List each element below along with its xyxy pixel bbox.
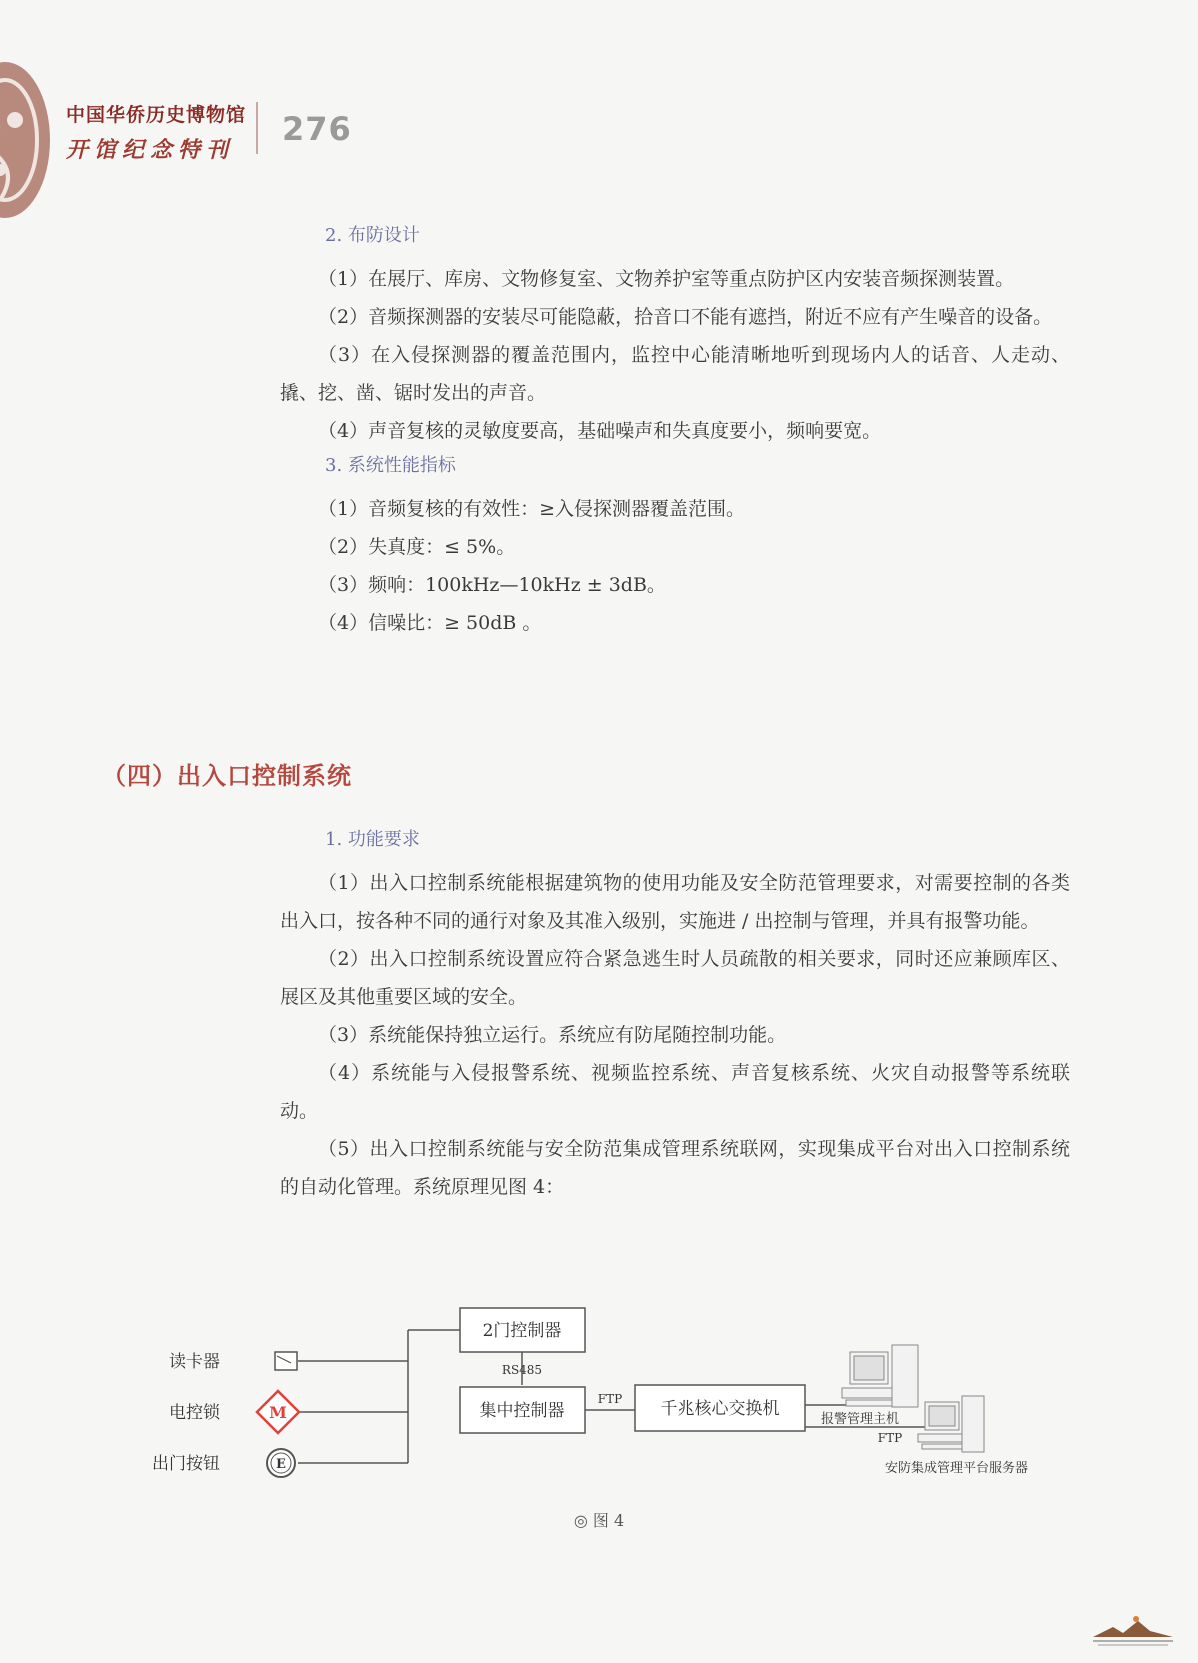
label-rs485: RS485 <box>501 1363 543 1377</box>
paragraph: （4）声音复核的灵敏度要高，基础噪声和失真度要小，频响要宽。 <box>318 420 882 442</box>
label-door-controller: 2门控制器 <box>482 1321 562 1341</box>
paragraph: （4）系统能与入侵报警系统、视频监控系统、声音复核系统、火灾自动报警等系统联动。 <box>280 1062 1070 1122</box>
paragraph: （4）信噪比：≥ 50dB 。 <box>318 612 542 634</box>
decorative-ornament <box>0 60 50 220</box>
access-control-diagram <box>150 1290 1070 1490</box>
paragraph: （3）系统能保持独立运行。系统应有防尾随控制功能。 <box>318 1024 787 1046</box>
section-title: （四）出入口控制系统 <box>102 762 352 790</box>
lock-symbol: M <box>269 1403 287 1422</box>
label-electric-lock: 电控锁 <box>169 1403 220 1423</box>
label-ftp-2: FTP <box>877 1431 903 1445</box>
heading-deployment-design: 2. 布防设计 <box>325 225 420 246</box>
paragraph: （1）在展厅、库房、文物修复室、文物养护室等重点防护区内安装音频探测装置。 <box>318 268 1015 290</box>
label-platform-server: 安防集成管理平台服务器 <box>885 1461 1029 1476</box>
heading-function-requirements: 1. 功能要求 <box>325 829 420 850</box>
exit-symbol: E <box>276 1457 286 1472</box>
paragraph: （3）在入侵探测器的覆盖范围内，监控中心能清晰地听到现场内人的话音、人走动、撬、挖、凿、锯时发出的声音。 <box>280 344 1070 404</box>
header-museum-name: 中国华侨历史博物馆 <box>66 104 247 126</box>
page-number: 276 <box>282 110 352 148</box>
content-part2 <box>280 826 1070 1206</box>
paragraph: （2）音频探测器的安装尽可能隐蔽，拾音口不能有遮挡，附近不应有产生噪音的设备。 <box>318 306 1053 328</box>
label-card-reader: 读卡器 <box>169 1352 220 1372</box>
paragraph: （5）出入口控制系统能与安全防范集成管理系统联网，实现集成平台对出入口控制系统的自动化管理。系统原理见图 4： <box>280 1138 1070 1198</box>
header-special-issue: 开馆纪念特刊 <box>66 137 235 163</box>
label-exit-button: 出门按钮 <box>152 1454 220 1474</box>
computer-icon <box>842 1345 918 1407</box>
figure-caption: ◎ 图 4 <box>573 1511 625 1530</box>
running-header <box>66 100 246 164</box>
paragraph: （1）出入口控制系统能根据建筑物的使用功能及安全防范管理要求，对需要控制的各类出入口，按各种不同的通行对象及其准入级别，实施进 / 出控制与管理，并具有报警功能。 <box>280 872 1070 932</box>
server-computer-icon <box>918 1396 984 1452</box>
header-divider <box>256 102 258 154</box>
label-ftp-1: FTP <box>597 1392 623 1406</box>
paragraph: （1）音频复核的有效性：≥入侵探测器覆盖范围。 <box>318 498 746 520</box>
heading-performance-index: 3. 系统性能指标 <box>325 455 456 476</box>
card-reader-icon <box>275 1352 297 1370</box>
label-core-switch: 千兆核心交换机 <box>660 1399 780 1419</box>
content-part1 <box>280 222 1070 642</box>
exit-button-icon <box>267 1449 295 1477</box>
label-central-controller: 集中控制器 <box>479 1401 565 1421</box>
label-alarm-host: 报警管理主机 <box>820 1412 900 1427</box>
paragraph: （2）出入口控制系统设置应符合紧急逃生时人员疏散的相关要求，同时还应兼顾库区、展区及其他重要区域的安全。 <box>280 948 1070 1008</box>
paragraph: （2）失真度：≤ 5%。 <box>318 536 516 558</box>
museum-logo-icon <box>1088 1613 1178 1649</box>
paragraph: （3）频响：100kHz—10kHz ± 3dB。 <box>318 574 666 596</box>
electric-lock-icon <box>257 1391 299 1433</box>
